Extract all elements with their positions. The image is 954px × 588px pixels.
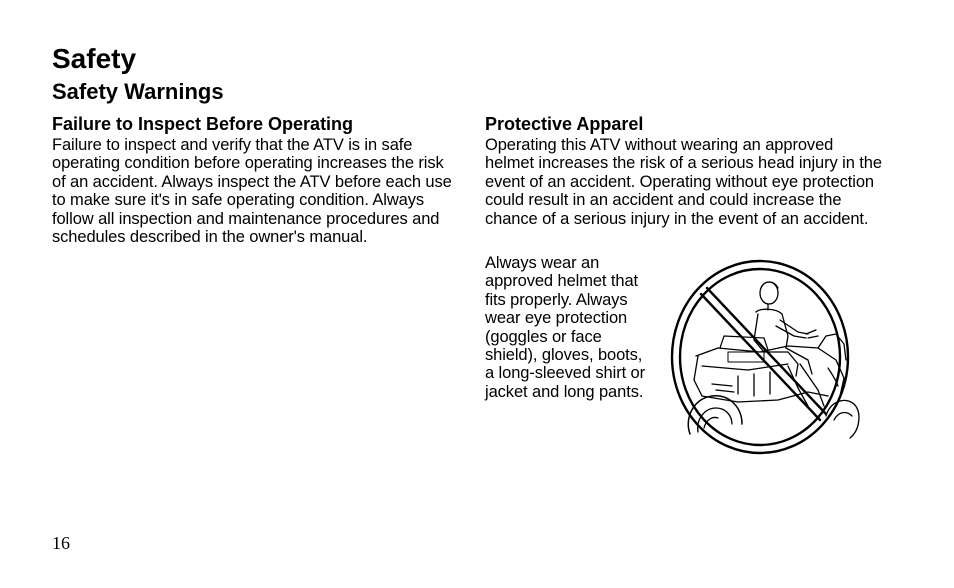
left-column [52, 112, 452, 246]
apparel-paragraph: Operating this ATV without wearing an approved helmet increases the risk of a serious head injury in the event of an accident. Operating without eye protection could result in an accident and could increase the chance of a serious injury in the event of an accident. [485, 136, 882, 228]
apparel-heading: Protective Apparel [485, 114, 644, 134]
section-title: Safety Warnings [52, 79, 224, 104]
right-column [485, 112, 885, 228]
inspect-heading: Failure to Inspect Before Operating [52, 114, 354, 134]
page-number: 16 [52, 533, 70, 553]
inspect-paragraph: Failure to inspect and verify that the ATV is in safe operating condition before operating increases the risk of an accident. Always inspect the ATV before each use to make sure it's in safe operating condition. Always follow all inspection and maintenance procedures and schedules described in the owner's manual. [52, 136, 452, 247]
page-title: Safety [52, 43, 137, 74]
no-riding-without-helmet-icon [668, 256, 864, 462]
apparel-instructions: Always wear an approved helmet that fits properly. Always wear eye protection (goggles or face shield), gloves, boots, a long-sleeved shirt or jacket and long pants. [485, 254, 646, 401]
